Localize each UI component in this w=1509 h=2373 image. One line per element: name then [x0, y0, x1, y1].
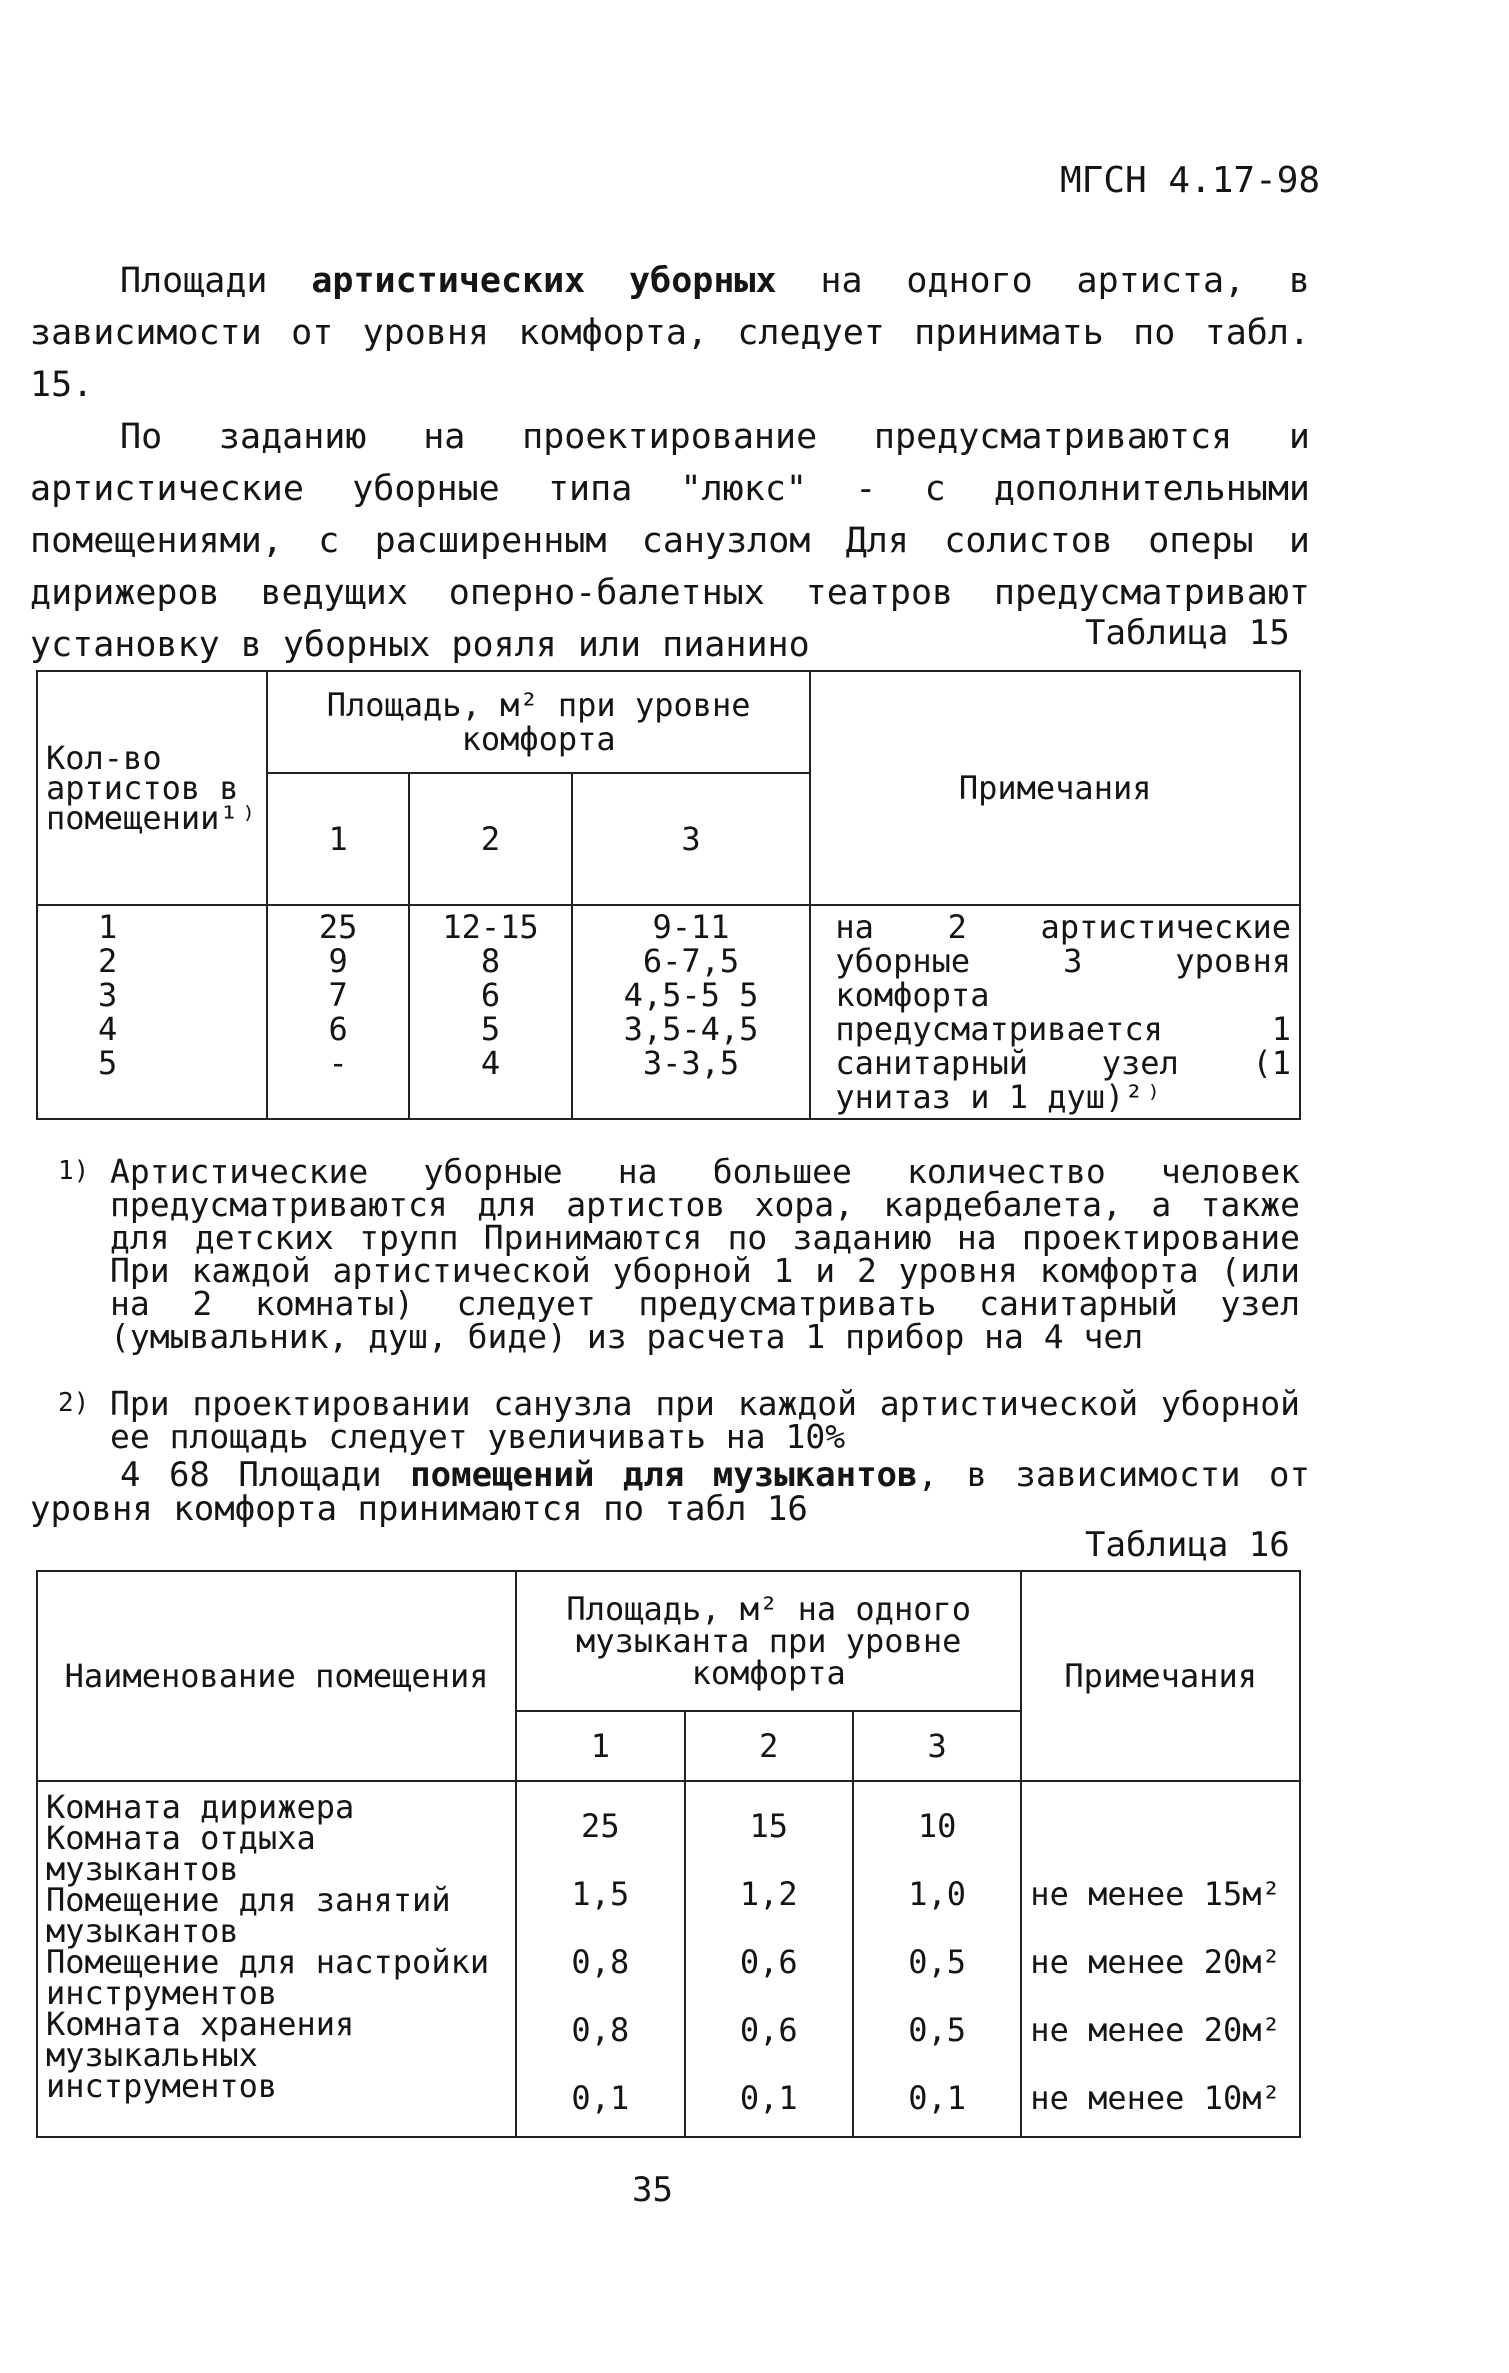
intro-paragraph-2: По заданию на проектирование предусматриваются и артистические уборные типа "люкс" - с дополнительными помещениями, с расширенным санузлом Для солистов оперы и дирижеров ведущих оперно-балетных театров предусматривают установку в уборных рояля или пианино [30, 417, 1310, 665]
intro-paragraph-1: Площади артистических уборных на одного артиста, в зависимости от уровня комфорта, следует принимать по табл. 15. [30, 261, 1310, 405]
t16-row-name: Помещение для занятий музыкантов [46, 1881, 451, 1950]
t15-notes-header: Примечания [810, 671, 1300, 905]
page-number: 35 [632, 2170, 673, 2210]
intro-text [30, 255, 1310, 671]
section-4-68: 4 68 Площади помещений для музыкантов, в зависимости от уровня комфорта принимаются по табл 16 [30, 1455, 1310, 1529]
musician-rooms-term: помещений для музыкантов [410, 1455, 918, 1495]
footnote-2 [58, 1384, 1300, 1456]
t15-level-2-header: 2 [409, 773, 571, 905]
footnote-2-mark: 2) [58, 1388, 90, 1418]
footnote-2-text: При проектировании санузла при каждой артистической уборной ее площадь следует увеличивать на 10% [110, 1384, 1300, 1456]
t15-level-1-header: 1 [267, 773, 409, 905]
table-15 [36, 670, 1301, 1120]
t16-notes-header: Примечания [1021, 1571, 1300, 1781]
t16-name-header: Наименование помещения [37, 1571, 516, 1781]
t15-note: на 2 артистические уборные 3 уровня комфорта предусматривается 1 санитарный узел (1 унитаз и 1 душ)²⁾ [810, 905, 1300, 1119]
dressing-rooms-term: артистических уборных [311, 261, 777, 301]
document-code: МГСН 4.17-98 [1060, 160, 1321, 201]
t16-level-3-column: 10 1,0 0,5 0,5 0,1 [853, 1781, 1021, 2137]
table-16 [36, 1570, 1301, 2138]
t15-level-1-column: 25 9 7 6 - [267, 905, 409, 1119]
t16-level-2-column: 15 1,2 0,6 0,6 0,1 [685, 1781, 853, 2137]
t15-area-header: Площадь, м² при уровне комфорта [267, 671, 810, 773]
t16-level-3-header: 3 [853, 1711, 1021, 1781]
t16-level-2-header: 2 [685, 1711, 853, 1781]
t16-row-name: Комната дирижера [46, 1788, 355, 1826]
t16-row-name: Помещение для настройки инструментов [46, 1943, 490, 2012]
t15-level-2-column: 12-15 8 6 5 4 [409, 905, 571, 1119]
footnote-1 [58, 1152, 1300, 1356]
t16-row-name: Комната хранения музыкальных инструментов [46, 2005, 355, 2105]
t16-notes-column: не менее 15м² не менее 20м² не менее 20м² не менее 10м² [1021, 1781, 1300, 2137]
table16-caption: Таблица 16 [1085, 1525, 1290, 1565]
t15-count-header: Кол-во артистов в помещении¹⁾ [37, 671, 267, 905]
t15-level-3-header: 3 [572, 773, 811, 905]
t16-level-1-header: 1 [516, 1711, 684, 1781]
t16-level-1-column: 25 1,5 0,8 0,8 0,1 [516, 1781, 684, 2137]
t16-area-header: Площадь, м² на одного музыканта при уровне комфорта [516, 1571, 1021, 1711]
t16-row-name: Комната отдыха музыкантов [46, 1819, 316, 1888]
t16-names-column [37, 1781, 516, 2137]
t15-counts-column: 1 2 3 4 5 [37, 905, 267, 1119]
table15-caption: Таблица 15 [1085, 613, 1290, 653]
footnote-1-mark: 1) [58, 1156, 90, 1186]
t15-level-3-column: 9-11 6-7,5 4,5-5 5 3,5-4,5 3-3,5 [572, 905, 811, 1119]
footnote-1-text: Артистические уборные на большее количество человек предусматриваются для артистов хора, кардебалета, а также для детских трупп Принимаются по заданию на проектирование При каждой артистической уборной 1 и 2 уровня комфорта (или на 2 комнаты) следует предусматривать санитарный узел (умывальник, душ, биде) из расчета 1 прибор на 4 чел [110, 1152, 1300, 1356]
